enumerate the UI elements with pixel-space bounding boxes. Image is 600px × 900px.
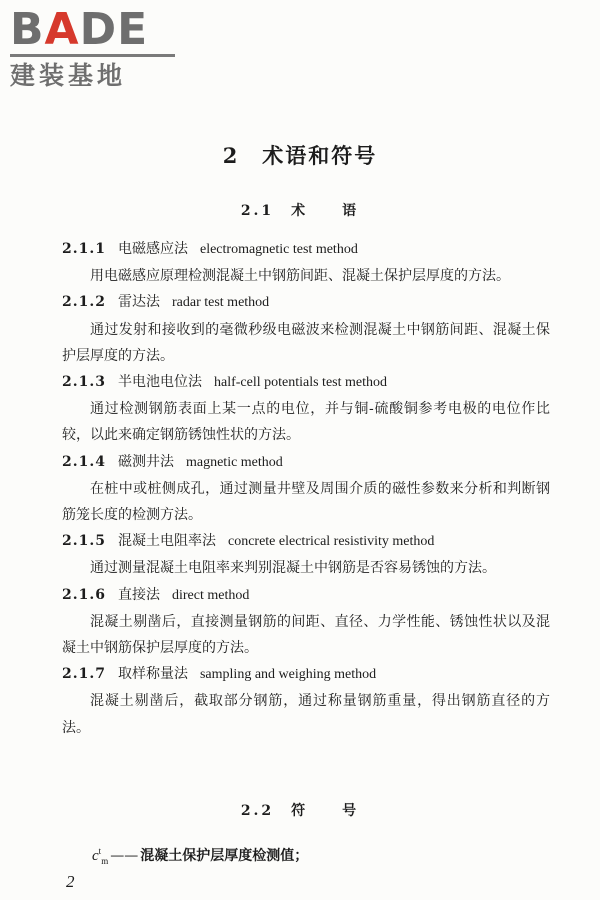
term-english: sampling and weighing method xyxy=(199,667,377,683)
term-heading xyxy=(62,289,550,316)
term-heading xyxy=(62,369,550,396)
term-english: magnetic method xyxy=(185,454,283,470)
symbol-superscript: t xyxy=(98,846,102,856)
term-definition: 在桩中或桩侧成孔，通过测量井壁及周围介质的磁性参数来分析和判断钢筋笼长度的检测方法。 xyxy=(62,480,550,524)
term-definition: 混凝土剔凿后，截取部分钢筋，通过称量钢筋重量，得出钢筋直径的方法。 xyxy=(62,693,550,736)
logo-letter-b: B xyxy=(10,4,45,55)
symbol-entry xyxy=(92,840,308,872)
term-number: 2.1.7 xyxy=(62,666,106,683)
term-number: 2.1.5 xyxy=(62,533,106,550)
term-number: 2.1.4 xyxy=(62,453,106,470)
logo-letter-a-accent: A xyxy=(44,4,80,55)
bade-logo xyxy=(10,4,190,91)
term-item xyxy=(62,582,550,662)
symbol-variable xyxy=(92,848,108,864)
section-title-terms: 2.1 术 语 xyxy=(240,203,360,219)
logo-letters-de: DE xyxy=(79,4,149,55)
term-chinese: 电磁感应法 xyxy=(117,241,188,257)
term-definition: 通过检测钢筋表面上某一点的电位，并与铜-硫酸铜参考电极的电位作比较，以此来确定钢筋锈蚀性状的方法。 xyxy=(62,401,550,444)
term-number: 2.1.1 xyxy=(62,241,106,257)
page-number: 2 xyxy=(66,872,75,891)
term-heading xyxy=(62,449,550,476)
term-heading xyxy=(62,582,550,609)
term-english: half-cell potentials test method xyxy=(213,375,387,391)
term-definition: 用电磁感应原理检测混凝土中钢筋间距、混凝土保护层厚度的方法。 xyxy=(90,268,510,285)
term-number: 2.1.6 xyxy=(62,586,106,603)
term-english: concrete electrical resistivity method xyxy=(227,534,435,550)
term-item xyxy=(62,528,550,581)
terms-list xyxy=(62,236,550,741)
term-english: electromagnetic test method xyxy=(199,242,358,257)
term-heading xyxy=(62,528,550,555)
term-heading xyxy=(62,236,550,263)
symbol-base: c xyxy=(92,848,99,864)
term-item xyxy=(62,661,550,741)
term-chinese: 混凝土电阻率法 xyxy=(117,533,216,550)
symbol-subscript: m xyxy=(101,856,109,866)
term-english: direct method xyxy=(171,587,250,603)
term-item xyxy=(62,369,550,449)
term-heading xyxy=(62,661,550,688)
term-chinese: 取样称量法 xyxy=(117,666,188,683)
term-chinese: 直接法 xyxy=(117,586,160,603)
term-chinese: 半电池电位法 xyxy=(117,374,202,391)
symbol-description: 混凝土保护层厚度检测值； xyxy=(140,848,309,864)
term-item xyxy=(62,236,550,289)
term-chinese: 磁测井法 xyxy=(117,453,174,470)
chapter-title: 2 术语和符号 xyxy=(222,143,378,168)
term-definition: 混凝土剔凿后，直接测量钢筋的间距、直径、力学性能、锈蚀性状以及混凝土中钢筋保护层厚度的方法。 xyxy=(62,613,550,657)
logo-subtitle: 建装基地 xyxy=(10,61,127,90)
symbol-dash: —— xyxy=(110,848,139,864)
term-number: 2.1.2 xyxy=(62,294,106,311)
term-chinese: 雷达法 xyxy=(117,294,160,311)
section-title-symbols: 2.2 符 号 xyxy=(240,803,360,819)
term-item xyxy=(62,449,550,529)
term-definition: 通过发射和接收到的毫微秒级电磁波来检测混凝土中钢筋间距、混凝土保护层厚度的方法。 xyxy=(62,321,550,364)
term-item xyxy=(62,289,550,369)
term-definition: 通过测量混凝土电阻率来判别混凝土中钢筋是否容易锈蚀的方法。 xyxy=(90,560,496,577)
term-number: 2.1.3 xyxy=(62,374,106,391)
logo-wordmark xyxy=(10,4,190,55)
term-english: radar test method xyxy=(171,295,270,311)
